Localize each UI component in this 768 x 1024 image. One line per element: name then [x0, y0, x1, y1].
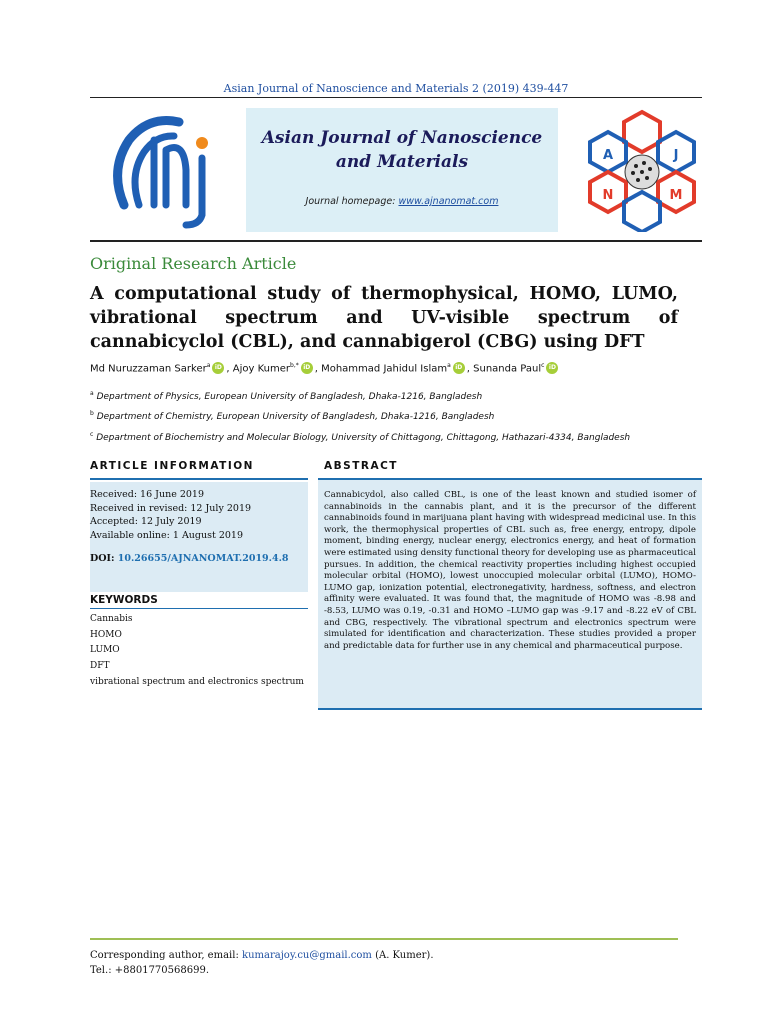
- keywords-list: [90, 612, 308, 688]
- affiliation-sup: b: [90, 410, 94, 417]
- orcid-icon[interactable]: iD: [453, 362, 465, 374]
- corresponding-line: [90, 948, 702, 963]
- doi: [90, 552, 308, 566]
- affiliation-text: Department of Physics, European University of Bangladesh, Dhaka-1216, Bangladesh: [96, 392, 483, 402]
- article-info-heading: ARTICLE INFORMATION: [90, 460, 308, 480]
- footnote-rule: [90, 938, 678, 940]
- corresponding-email[interactable]: kumarajoy.cu@gmail.com: [242, 950, 372, 961]
- paper-title: A computational study of thermophysical, HOMO, LUMO, vibrational spectrum and UV-visible spectrum of cannabicyclol (CBL), and cannabigerol (CBG) using DFT: [90, 284, 678, 352]
- affiliation-sup: c: [90, 431, 94, 438]
- journal-title-box: [246, 108, 558, 232]
- keyword-item: vibrational spectrum and electronics spectrum: [90, 677, 304, 687]
- corresponding-label: Corresponding author, email:: [90, 950, 239, 961]
- keyword-item: LUMO: [90, 645, 120, 655]
- journal-logo-left: [94, 110, 234, 230]
- homepage-link[interactable]: www.ajnanomat.com: [398, 196, 499, 207]
- affiliation-sup: a: [90, 390, 94, 397]
- orcid-icon[interactable]: iD: [212, 362, 224, 374]
- author-name: Md Nuruzzaman Sarker: [90, 363, 207, 375]
- author-name: Ajoy Kumer: [232, 363, 291, 375]
- author-sup: a: [206, 362, 211, 369]
- logo-letter-m: M: [669, 188, 683, 203]
- logo-letter-n: N: [602, 188, 614, 203]
- received-date: Received: 16 June 2019: [90, 489, 205, 500]
- affiliation: [90, 390, 702, 402]
- journal-logo-right: [584, 108, 700, 232]
- author-sup: b,*: [290, 362, 299, 369]
- abstract-text: Cannabicydol, also called CBL, is one of the least known and studied isomer of cannabinoids in the cannabis plant, and it is the precursor of the different cannabinoids found in marijuana plant having with widespread medicinal use. In this work, the thermophysical properties of CBL such as, free energy, entropy, dipole moment, binding energy, nuclear energy, electronics energy, and heat of formation were estimated using density functional theory for developing use as pharmaceutical pursues. In addition, the chemical reactivity properties including highest occupied molecular orbital (HOMO), lowest unoccupied molecular orbital (LUMO), HOMO-LUMO gap, ionization potential, electronegativity, hardness, softness, and electron affinity were evaluated. It was found that, the magnitude of HOMO was -8.98 and -8.53, LUMO was 0.19, -0.31 and HOMO –LUMO gap was -9.17 and -8.22 eV of CBL and CBG, respectively. The vibrational spectrum and electronics spectrum were simulated for identification and characterization. These studies provided a proper and predictable data for further use in any chemical and pharmaceutical purpose.: [318, 478, 702, 710]
- keyword-item: HOMO: [90, 629, 122, 640]
- corresponding-tel: Tel.: +8801770568699.: [90, 965, 210, 976]
- author-name: Sunanda Paul: [473, 363, 542, 375]
- accepted-date: Accepted: 12 July 2019: [90, 516, 202, 527]
- affiliation-text: Department of Biochemistry and Molecular Biology, University of Chittagong, Chittagong, Hathazari-4334, Bangladesh: [96, 433, 631, 443]
- keyword-item: Cannabis: [90, 614, 133, 624]
- online-date: Available online: 1 August 2019: [90, 529, 244, 541]
- affiliation-text: Department of Chemistry, European University of Bangladesh, Dhaka-1216, Bangladesh: [96, 412, 495, 422]
- revised-date: Received in revised: 12 July 2019: [90, 502, 252, 514]
- abstract-heading: ABSTRACT: [324, 460, 398, 472]
- author-sup: a: [447, 362, 451, 369]
- corresponding-footnote: [90, 948, 702, 978]
- doi-label: DOI:: [90, 553, 115, 564]
- author-list: Md Nuruzzaman Sarker$^a$ iD , Ajoy Kumer$^{b,*}$ iD , Mohammad Jahidul Islam$^a$ iD , Sunanda Paul$^c$ iD: [90, 362, 702, 374]
- orcid-icon[interactable]: iD: [546, 362, 558, 374]
- logo-letter-a: A: [602, 148, 614, 163]
- masthead-rule: [90, 240, 702, 242]
- journal-title: Asian Journal of Nanoscience and Materials: [261, 128, 543, 172]
- journal-masthead: [90, 104, 702, 234]
- author-name: Mohammad Jahidul Islam: [321, 363, 448, 375]
- journal-homepage: [246, 196, 558, 207]
- homepage-label: Journal homepage:: [305, 196, 396, 207]
- logo-letter-j: J: [673, 148, 679, 163]
- affiliation: [90, 410, 702, 422]
- running-head: Asian Journal of Nanoscience and Materials 2 (2019) 439-447: [223, 82, 569, 95]
- keyword-item: DFT: [90, 660, 110, 671]
- article-info-box: [90, 482, 308, 592]
- corresponding-name: (A. Kumer).: [375, 950, 434, 961]
- affiliation: [90, 431, 702, 443]
- doi-link[interactable]: 10.26655/AJNANOMAT.2019.4.8: [117, 553, 289, 564]
- article-type: Original Research Article: [90, 254, 297, 273]
- orcid-icon[interactable]: iD: [301, 362, 313, 374]
- top-rule: [90, 97, 702, 98]
- author-sup: c: [541, 362, 545, 369]
- keywords-heading: KEYWORDS: [90, 594, 308, 609]
